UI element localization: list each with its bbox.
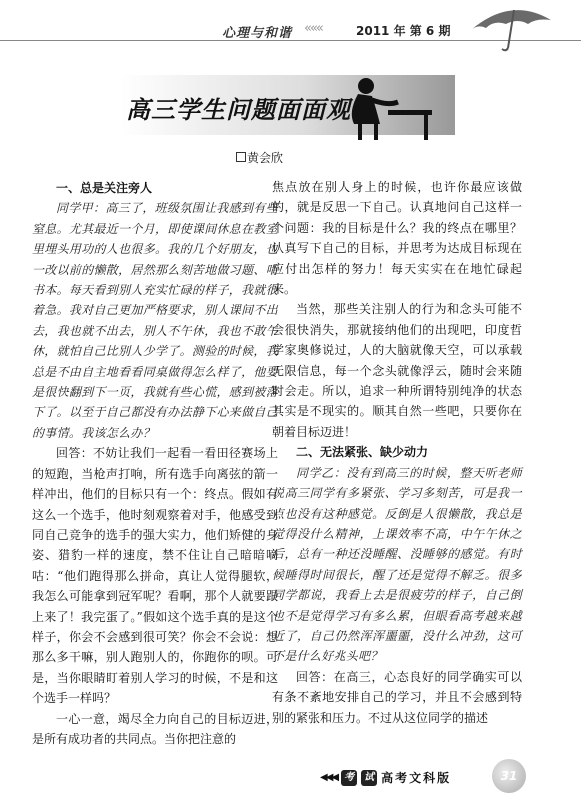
left-column [32,178,278,749]
paragraph: 同学甲：高三了，班级氛围让我感到有些窒息。尤其最近一个月，即使课间休息在教室里埋头用功的人也很多。我的几个好朋友，也一改以前的懒散，居然那么刻苦地做习题、啃书本。每天看到别人充实忙碌的样子，我就很着急。我对自己更加严格要求，别人课间不出去，我也就不出去，别人不午休，我也不敢午休，就怕自己比别人少学了。测验的时候，我总是不由自主地看看同桌做得怎么样了，他要是很快翻到下一页，我就有些心慌，感到被落下了。以至于自己都没有办法静下心来做自己的事情。我该怎么办？ [32,201,279,440]
paragraph: 同学乙：没有到高三的时候，整天听老师说高三同学有多紧张、学习多刻苦，可是我一点也没有这种感觉。反倒是人很懒散，我总是觉得没什么精神，上课效率不高，中午午休之后，总有一种还没睡醒、没睡够的感觉。有时候睡得时间很长，醒了还是觉得不解乏。很多同学都说，我看上去是很疲劳的样子，自己倒也不是觉得学习有多么累，但眼看高考越来越近了，自己仍然浑浑噩噩，没什么冲劲，这可不是什么好兆头吧？ [272,465,522,664]
paragraph: 焦点放在别人身上的时候，也许你最应该做的，就是反思一下自己。认真地问自己这样一个问题：我的目标是什么？我的终点在哪里？认真写下自己的目标，并思考为达成目标现在应付出怎样的努力！每天实实在在地忙碌起来。 [272,180,522,297]
footer-badge-1: 考 [341,770,357,786]
chevron-decoration-icon: ««« [304,21,322,36]
article-title: 高三学生问题面面观 [126,96,351,124]
paragraph: 当然，那些关注别人的行为和念头可能不会很快消失，那就接纳他们的出现吧，印度哲学家奥修说过，人的大脑就像天空，可以承载无限信息，每一个念头就像浮云，随时会来随时会走。所以，追求一种所谓特别纯净的状态其实是不现实的。顺其自然一些吧，只要你在朝着目标迈进！ [272,302,522,439]
paragraph: 回答：不妨让我们一起看一看田径赛场上的短跑，当枪声打响，所有选手向离弦的箭一样冲出，他们的目标只有一个：终点。假如有这么一个选手，他时刻观察着对手，他感受到同自己竞争的选手的强大实力，他们矫健的身姿、猎豹一样的速度，禁不住让自己暗暗嘀咕：“他们跑得那么拼命，真让人觉得腿软，我怎么可能拿到冠军呢？看啊，那个人就要跟上来了！我完蛋了。”假如这个选手真的是这个样子，你会不会感到很可笑？你会不会说：想那么多干嘛，别人跑别人的，你跑你的呗。可是，当你眼睛盯着别人学习的时候，不是和这个选手一样吗？ [32,446,278,706]
footer-magazine-name: 高考文科版 [381,771,452,785]
umbrella-icon [466,2,556,52]
paragraph: 回答：在高三，心态良好的同学确实可以有条不紊地安排自己的学习，并且不会感到特别的紧张和压力。不过从这位同学的描述 [272,669,522,725]
article-author: 黄会欣 [247,151,284,165]
footer-arrows-icon: ◀◀◀ [320,772,338,783]
section-label: 心理与和谐 [222,26,293,41]
author-box-icon [236,152,246,162]
section-heading: 二、无法紧张、缺少动力 [296,445,429,460]
section-heading: 一、总是关注旁人 [56,181,153,195]
issue-number: 2011 年 第 6 期 [356,24,451,38]
footer-magazine [320,769,451,786]
footer-badge-2: 试 [361,770,377,786]
right-column [272,177,522,728]
page-number: 31 [492,759,526,793]
paragraph: 一心一意，竭尽全力向自己的目标迈进，是所有成功者的共同点。当你把注意的 [32,711,278,746]
